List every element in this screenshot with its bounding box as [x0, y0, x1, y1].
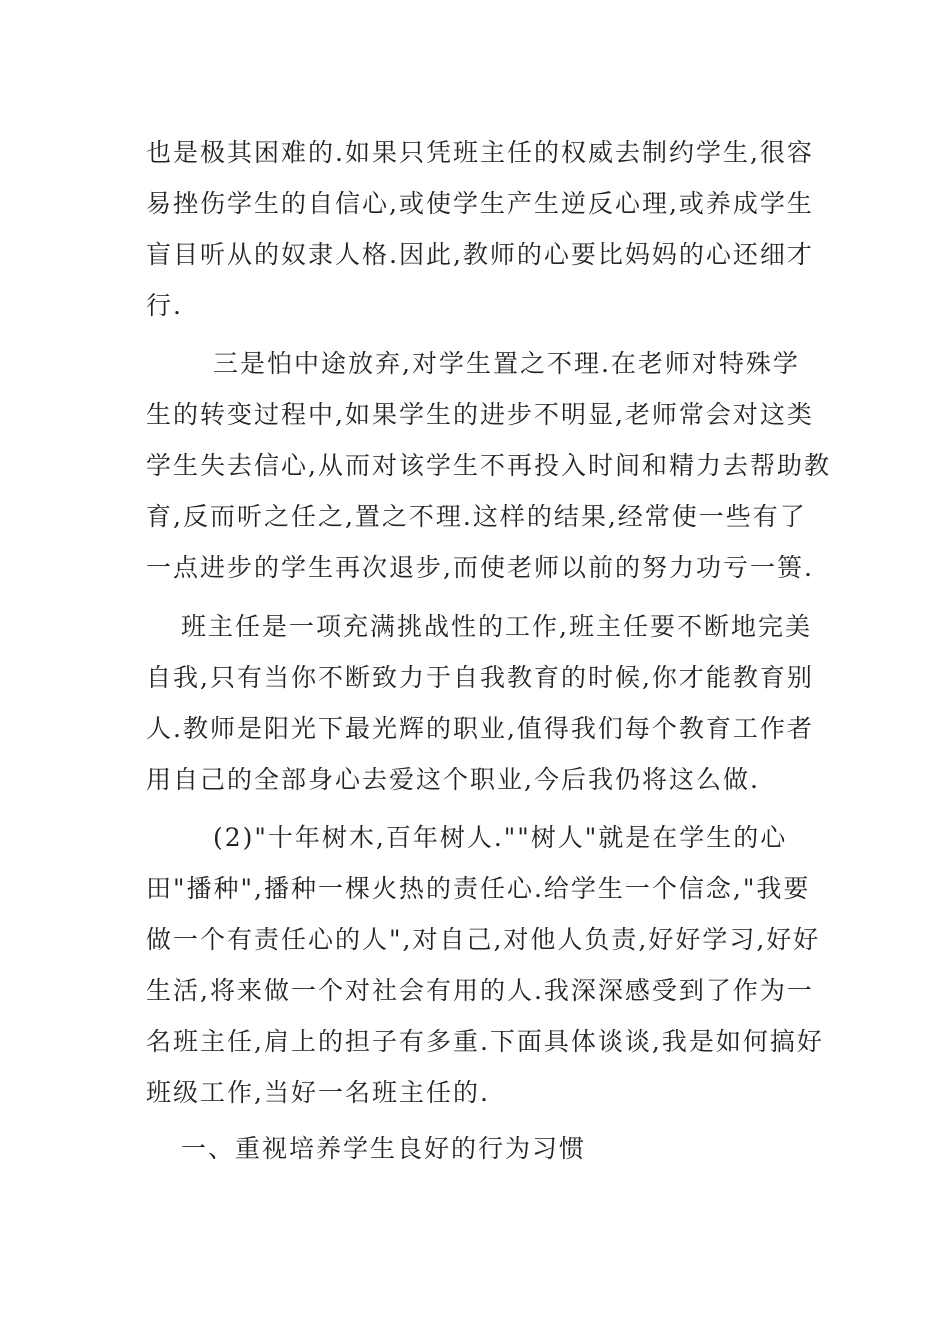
text-line: (2)"十年树木,百年树人.""树人"就是在学生的心 [213, 823, 788, 852]
text-line: 人.教师是阳光下最光辉的职业,值得我们每个教育工作者 [146, 714, 814, 743]
text-line: 做一个有责任心的人",对自己,对他人负责,好好学习,好好 [146, 925, 821, 954]
text-line: 行. [146, 291, 183, 320]
text-line: 班主任是一项充满挑战性的工作,班主任要不断地完美 [181, 612, 812, 641]
text-line: 一点进步的学生再次退步,而使老师以前的努力功亏一篑. [146, 553, 814, 582]
text-line: 也是极其困难的.如果只凭班主任的权威去制约学生,很容 [146, 138, 814, 167]
text-line: 班级工作,当好一名班主任的. [146, 1078, 490, 1107]
text-line: 生活,将来做一个对社会有用的人.我深深感受到了作为一 [146, 976, 814, 1005]
text-line: 用自己的全部身心去爱这个职业,今后我仍将这么做. [146, 765, 760, 794]
text-line: 盲目听从的奴隶人格.因此,教师的心要比妈妈的心还细才 [146, 240, 814, 269]
text-line: 育,反而听之任之,置之不理.这样的结果,经常使一些有了 [146, 502, 807, 531]
text-line: 名班主任,肩上的担子有多重.下面具体谈谈,我是如何搞好 [146, 1027, 824, 1056]
text-line: 一、重视培养学生良好的行为习惯 [181, 1134, 587, 1163]
text-line: 自我,只有当你不断致力于自我教育的时候,你才能教育别 [146, 663, 814, 692]
text-line: 田"播种",播种一棵火热的责任心.给学生一个信念,"我要 [146, 874, 811, 903]
text-line: 三是怕中途放弃,对学生置之不理.在老师对特殊学 [213, 349, 800, 378]
text-line: 学生失去信心,从而对该学生不再投入时间和精力去帮助教 [146, 451, 831, 480]
text-line: 生的转变过程中,如果学生的进步不明显,老师常会对这类 [146, 400, 814, 429]
text-line: 易挫伤学生的自信心,或使学生产生逆反心理,或养成学生 [146, 189, 814, 218]
